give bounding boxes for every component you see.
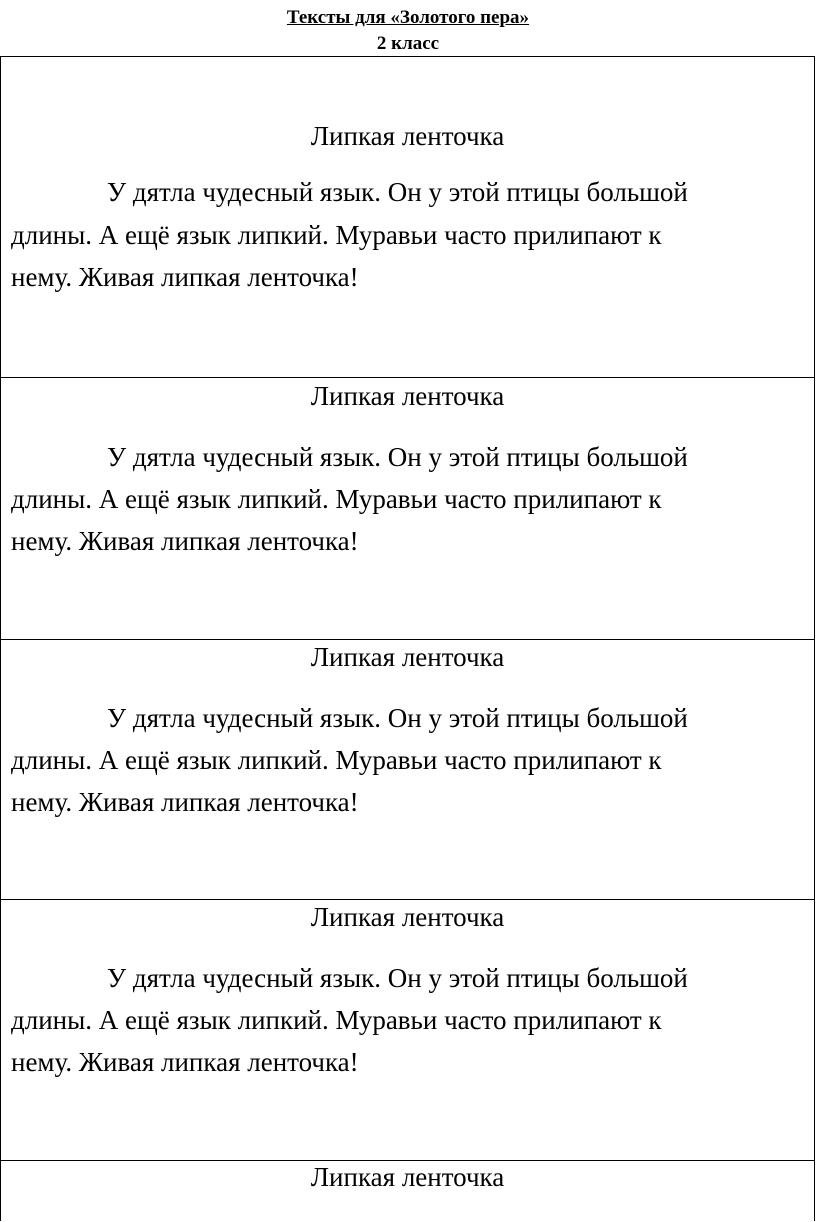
card-text-line: нему. Живая липкая ленточка! [11,787,359,817]
card-text-line: У дятла чудесный язык. Он у этой птицы большой [107,442,688,472]
card-text-line: длины. А ещё язык липкий. Муравьи часто прилипают к [11,1005,662,1035]
card-title: Липкая ленточка [310,642,505,672]
text-card [1,640,814,900]
card-text-line: нему. Живая липкая ленточка! [11,526,359,556]
card-text-line: У дятла чудесный язык. Он у этой птицы большой [107,963,688,993]
text-card [1,1161,814,1222]
card-text-line: У дятла чудесный язык. Он у этой птицы большой [107,177,688,207]
card-title: Липкая ленточка [310,121,505,151]
card-text-line: длины. А ещё язык липкий. Муравьи часто прилипают к [11,220,662,250]
document-title: Тексты для «Золотого пера» [286,7,530,28]
cards-table [0,56,815,1221]
card-title: Липкая ленточка [310,902,505,932]
card-title: Липкая ленточка [310,1162,505,1192]
card-text-line: длины. А ещё язык липкий. Муравьи часто прилипают к [11,484,662,514]
document-subtitle: 2 класс [376,33,440,54]
card-text-line: длины. А ещё язык липкий. Муравьи часто прилипают к [11,745,662,775]
text-card [1,378,814,640]
text-card [1,57,814,378]
card-text-line: нему. Живая липкая ленточка! [11,262,359,292]
text-card [1,900,814,1161]
card-text-line: У дятла чудесный язык. Он у этой птицы большой [107,703,688,733]
card-title: Липкая ленточка [310,381,505,411]
card-text-line: нему. Живая липкая ленточка! [11,1047,359,1077]
